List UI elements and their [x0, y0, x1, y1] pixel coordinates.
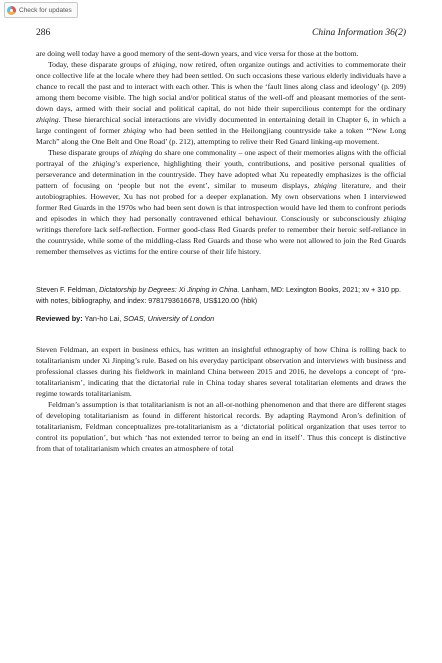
review-paragraph — [36, 399, 406, 454]
italic-term: zhiqing — [152, 60, 176, 69]
paragraph-text: These hierarchical social interactions are vividly documented in entertaining detail in Chapter 6, in which a large contingent of former — [36, 115, 406, 135]
paragraph-text: , now retired, often organize outings and activities to commemorate their once collective life at the locale where they had been settled. On such occasions these various elderly individuals have a chance to recall the past and to interact with each other. This is when the ‘fault lines along class and ideology’ (p. 209) among them become visible. The high social and/or political status of the well-off and pleasant memories of the sent-down days, armed with their social and political capital, do not hide their supercilious contempt for the ordinary — [36, 60, 406, 113]
paragraph-text: ’s experience, highlighting their youth, contributions, and positive personal qualities of perseverance and determination in the countryside. They have adopted what Xu repeatedly emphasizes is the official pattern of focusing on ‘people but not the event’, similar to museum displays, — [36, 159, 406, 190]
italic-term: zhiqing. — [36, 115, 61, 124]
check-for-updates-badge[interactable] — [4, 2, 78, 18]
paragraph-text: Today, these disparate groups of — [48, 60, 153, 69]
review-paragraph — [36, 344, 406, 399]
italic-term: zhiqing — [92, 159, 116, 168]
running-head — [36, 28, 406, 42]
badge-label: Check for updates — [19, 6, 72, 14]
paragraph-text: writings therefore lack self-reflection. Former good-class Red Guards prefer to remember their heroic self-reliance in the countryside, while some of the middling-class Red Guards and those who were not allowed to join the Red Guards remember themselves as victims for the entire course of their life history. — [36, 225, 406, 256]
paragraph — [36, 59, 406, 147]
paragraph-text: are doing well today have a good memory of the sent-down years, and vice versa for those at the bottom. — [36, 49, 359, 58]
review-body — [36, 344, 406, 454]
italic-term: zhiqing — [129, 148, 153, 157]
italic-term: Dictatorship by Degrees: Xi Jinping in China. — [99, 286, 240, 294]
paragraph-text: do share one commonality – one aspect of their memories aligns with the official portrayal of the — [36, 148, 406, 168]
citation-text: Lanham, MD: Lexington Books, 2021; xv + 310 pp. with notes, bibliography, and index: 9781793616678, US$120.00 (hbk) — [36, 286, 401, 305]
paragraph-text: literature, and their autobiographies. However, Xu has not probed for a deeper explanation. My own observations when I interviewed former Red Guards in the 1970s who had been sent down is that introspection would have led them to confront periods and episodes in which they had personally contravened ethical behaviour. Consciously or subconsciously — [36, 181, 406, 223]
paragraph — [36, 48, 406, 59]
reviewed-by-label: Reviewed by: — [36, 314, 83, 323]
paragraph-text: Steven Feldman, an expert in business ethics, has written an insightful ethnography of how China is rolling back to totalitarianism under Xi Jinping’s rule. Based on his everyday participant observation and interviews with business and professional classes during his fieldwork in mainland China between 2015 and 2016, he develops a concept of ‘pre-totalitarianism’, indicating that the dictatorial rule in China today shares several totalitarian elements and draws the regime towards totalitarianism. — [36, 345, 406, 398]
article-body — [36, 48, 406, 257]
page-number: 286 — [36, 28, 51, 38]
journal-title: China Information 36(2) — [312, 28, 406, 38]
reviewer-name: Yan-ho Lai, — [82, 314, 124, 323]
paragraph-text: These disparate groups of — [48, 148, 130, 157]
book-citation — [36, 285, 406, 306]
paragraph-text: who had been settled in the Heilongjiang countryside take a token ‘“New Long March” along the One Belt and One Road’ (p. 212), attempting to relive their Red Guard linking-up movement. — [36, 126, 406, 146]
paragraph — [36, 147, 406, 257]
citation-text: Steven F. Feldman, — [36, 286, 100, 294]
page-body — [36, 48, 406, 454]
reviewer-line — [36, 314, 406, 324]
italic-term: zhiqing — [383, 214, 406, 223]
reviewer-affiliation: SOAS, University of London — [123, 314, 215, 323]
italic-term: zhiqing — [123, 126, 146, 135]
italic-term: zhiqing — [314, 181, 337, 190]
paragraph-text: Feldman’s assumption is that totalitarianism is not an all-or-nothing phenomenon and that there are different stages of developing totalitarianism as found in different historical records. By adapting Raymond Aron’s definition of totalitarianism, Feldman conceptualizes pre-totalitarianism as a ‘dictatorial political organization that uses terror to control its population’, but which ‘has not extended terror to being an end in itself’. Thus this concept is distinctive from that of totalitarianism which creates an atmosphere of total — [36, 400, 406, 453]
crossmark-icon — [7, 6, 16, 15]
